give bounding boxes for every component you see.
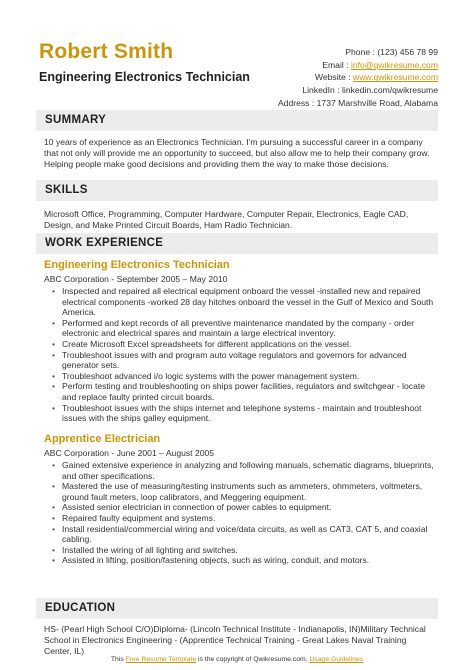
footer-guidelines-link[interactable]: Usage Guidelines <box>309 656 364 663</box>
list-item: • Troubleshoot issues with and program auto voltage regulators and governors for advanced generator sets. <box>52 350 438 371</box>
education-heading: EDUCATION <box>45 602 116 614</box>
footer <box>0 656 474 663</box>
job-org-1: ABC Corporation - September 2005 – May 2010 <box>44 274 228 284</box>
contact-linkedin <box>278 84 438 97</box>
candidate-title: Engineering Electronics Technician <box>39 70 250 84</box>
list-item: • Create Microsoft Excel spreadsheets for different applications on the vessel. <box>52 339 438 350</box>
job-bullets-1 <box>52 286 438 424</box>
contact-email <box>278 59 438 72</box>
address-value: 1737 Marshville Road, Alabama <box>316 97 438 108</box>
phone-value: (123) 456 78 99 <box>377 47 438 57</box>
summary-heading: SUMMARY <box>45 114 107 126</box>
footer-template-link[interactable]: Free Resume Template <box>125 656 197 663</box>
list-item: • Performed and kept records of all preventive maintenance mandated by the company - order electronic and electrical spares and maintain a large electrical inventory. <box>52 318 438 339</box>
list-item: • Assisted in lifting, position/fastening objects, such as wiring, conduit, and motors. <box>52 555 438 566</box>
list-item: • Installed the wiring of all lighting and switches. <box>52 545 438 556</box>
list-item: • Inspected and repaired all electrical equipment onboard the vessel -installed new and repaired electrical components -worked 28 day hitches onboard the vessel in the Gulf of Mexico and South America. <box>52 286 438 318</box>
list-item: • Gained extensive experience in analyzing and following manuals, schematic diagrams, blueprints, and other specifications. <box>52 460 438 481</box>
contact-address <box>278 97 438 110</box>
education-text: HS- (Pearl High School C/O)Diploma- (Lincoln Technical Institute - Indianapolis, IN)Military Technical School in Electronics Engineering - (Apprentice Technical Training - Great Lakes Naval Training Center, IL) <box>44 624 426 656</box>
skills-heading: SKILLS <box>45 184 88 196</box>
job-bullets-2 <box>52 460 438 566</box>
linkedin-label: LinkedIn : <box>302 85 340 96</box>
list-item: • Mastered the use of measuring/testing instruments such as ammeters, ohmmeters, voltmeters, ground fault meters, loop calibrators, and Meggering equipment. <box>52 481 438 502</box>
email-label: Email : <box>322 59 349 70</box>
candidate-name: Robert Smith <box>39 40 174 63</box>
linkedin-value: linkedin.com/qwikresume <box>342 85 438 96</box>
job-title-2: Apprentice Electrician <box>44 433 161 445</box>
contact-block <box>278 46 438 110</box>
contact-website <box>278 71 438 84</box>
experience-section-header <box>36 233 438 254</box>
list-item: • Install residential/commercial wiring and voice/data circuits, as well as CAT3, CAT 5, and coaxial cabling. <box>52 524 438 545</box>
list-item: • Troubleshoot issues with the ships internet and telephone systems - maintain and troubleshoot issues with the ships galley equipment. <box>52 403 438 424</box>
website-label: Website : <box>314 72 351 83</box>
contact-phone <box>278 46 438 59</box>
list-item: • Repaired faulty equipment and systems. <box>52 513 438 524</box>
footer-prefix: This <box>110 656 124 663</box>
phone-label: Phone : <box>345 47 375 57</box>
list-item: • Troubleshoot advanced i/o logic systems with the power management system. <box>52 371 438 382</box>
job-org-2: ABC Corporation - June 2001 – August 2005 <box>44 448 215 458</box>
skills-text: Microsoft Office, Programming, Computer Hardware, Computer Repair, Electronics, Eagle CAD, Design, and Make Printed Circuit Boards, Ham Radio Technician. <box>44 209 409 230</box>
website-link[interactable]: www.qwikresume.com <box>352 72 438 83</box>
experience-heading: WORK EXPERIENCE <box>45 237 164 249</box>
email-link[interactable]: info@qwikresume.com <box>350 59 438 70</box>
address-label: Address : <box>277 97 315 108</box>
footer-middle: is the copyright of Qwikresume.com. <box>198 656 308 663</box>
summary-text: 10 years of experience as an Electronics Technician. I'm pursuing a successful career in a company that not only will provide me an opportunity to succeed, but also allow me to help their company grow. Helping people make good decisions and providing them the way to make those decisions. <box>44 137 430 169</box>
job-title-1: Engineering Electronics Technician <box>44 259 230 271</box>
list-item: • Perform testing and troubleshooting on ships power facilities, regulators and switchgear - locate and replace faulty printed circuit boards. <box>52 381 438 402</box>
skills-section-header <box>36 180 438 201</box>
summary-section-header <box>36 110 438 131</box>
list-item: • Assisted senior electrician in connection of power cables to equipment. <box>52 502 438 513</box>
education-section-header <box>36 598 438 619</box>
